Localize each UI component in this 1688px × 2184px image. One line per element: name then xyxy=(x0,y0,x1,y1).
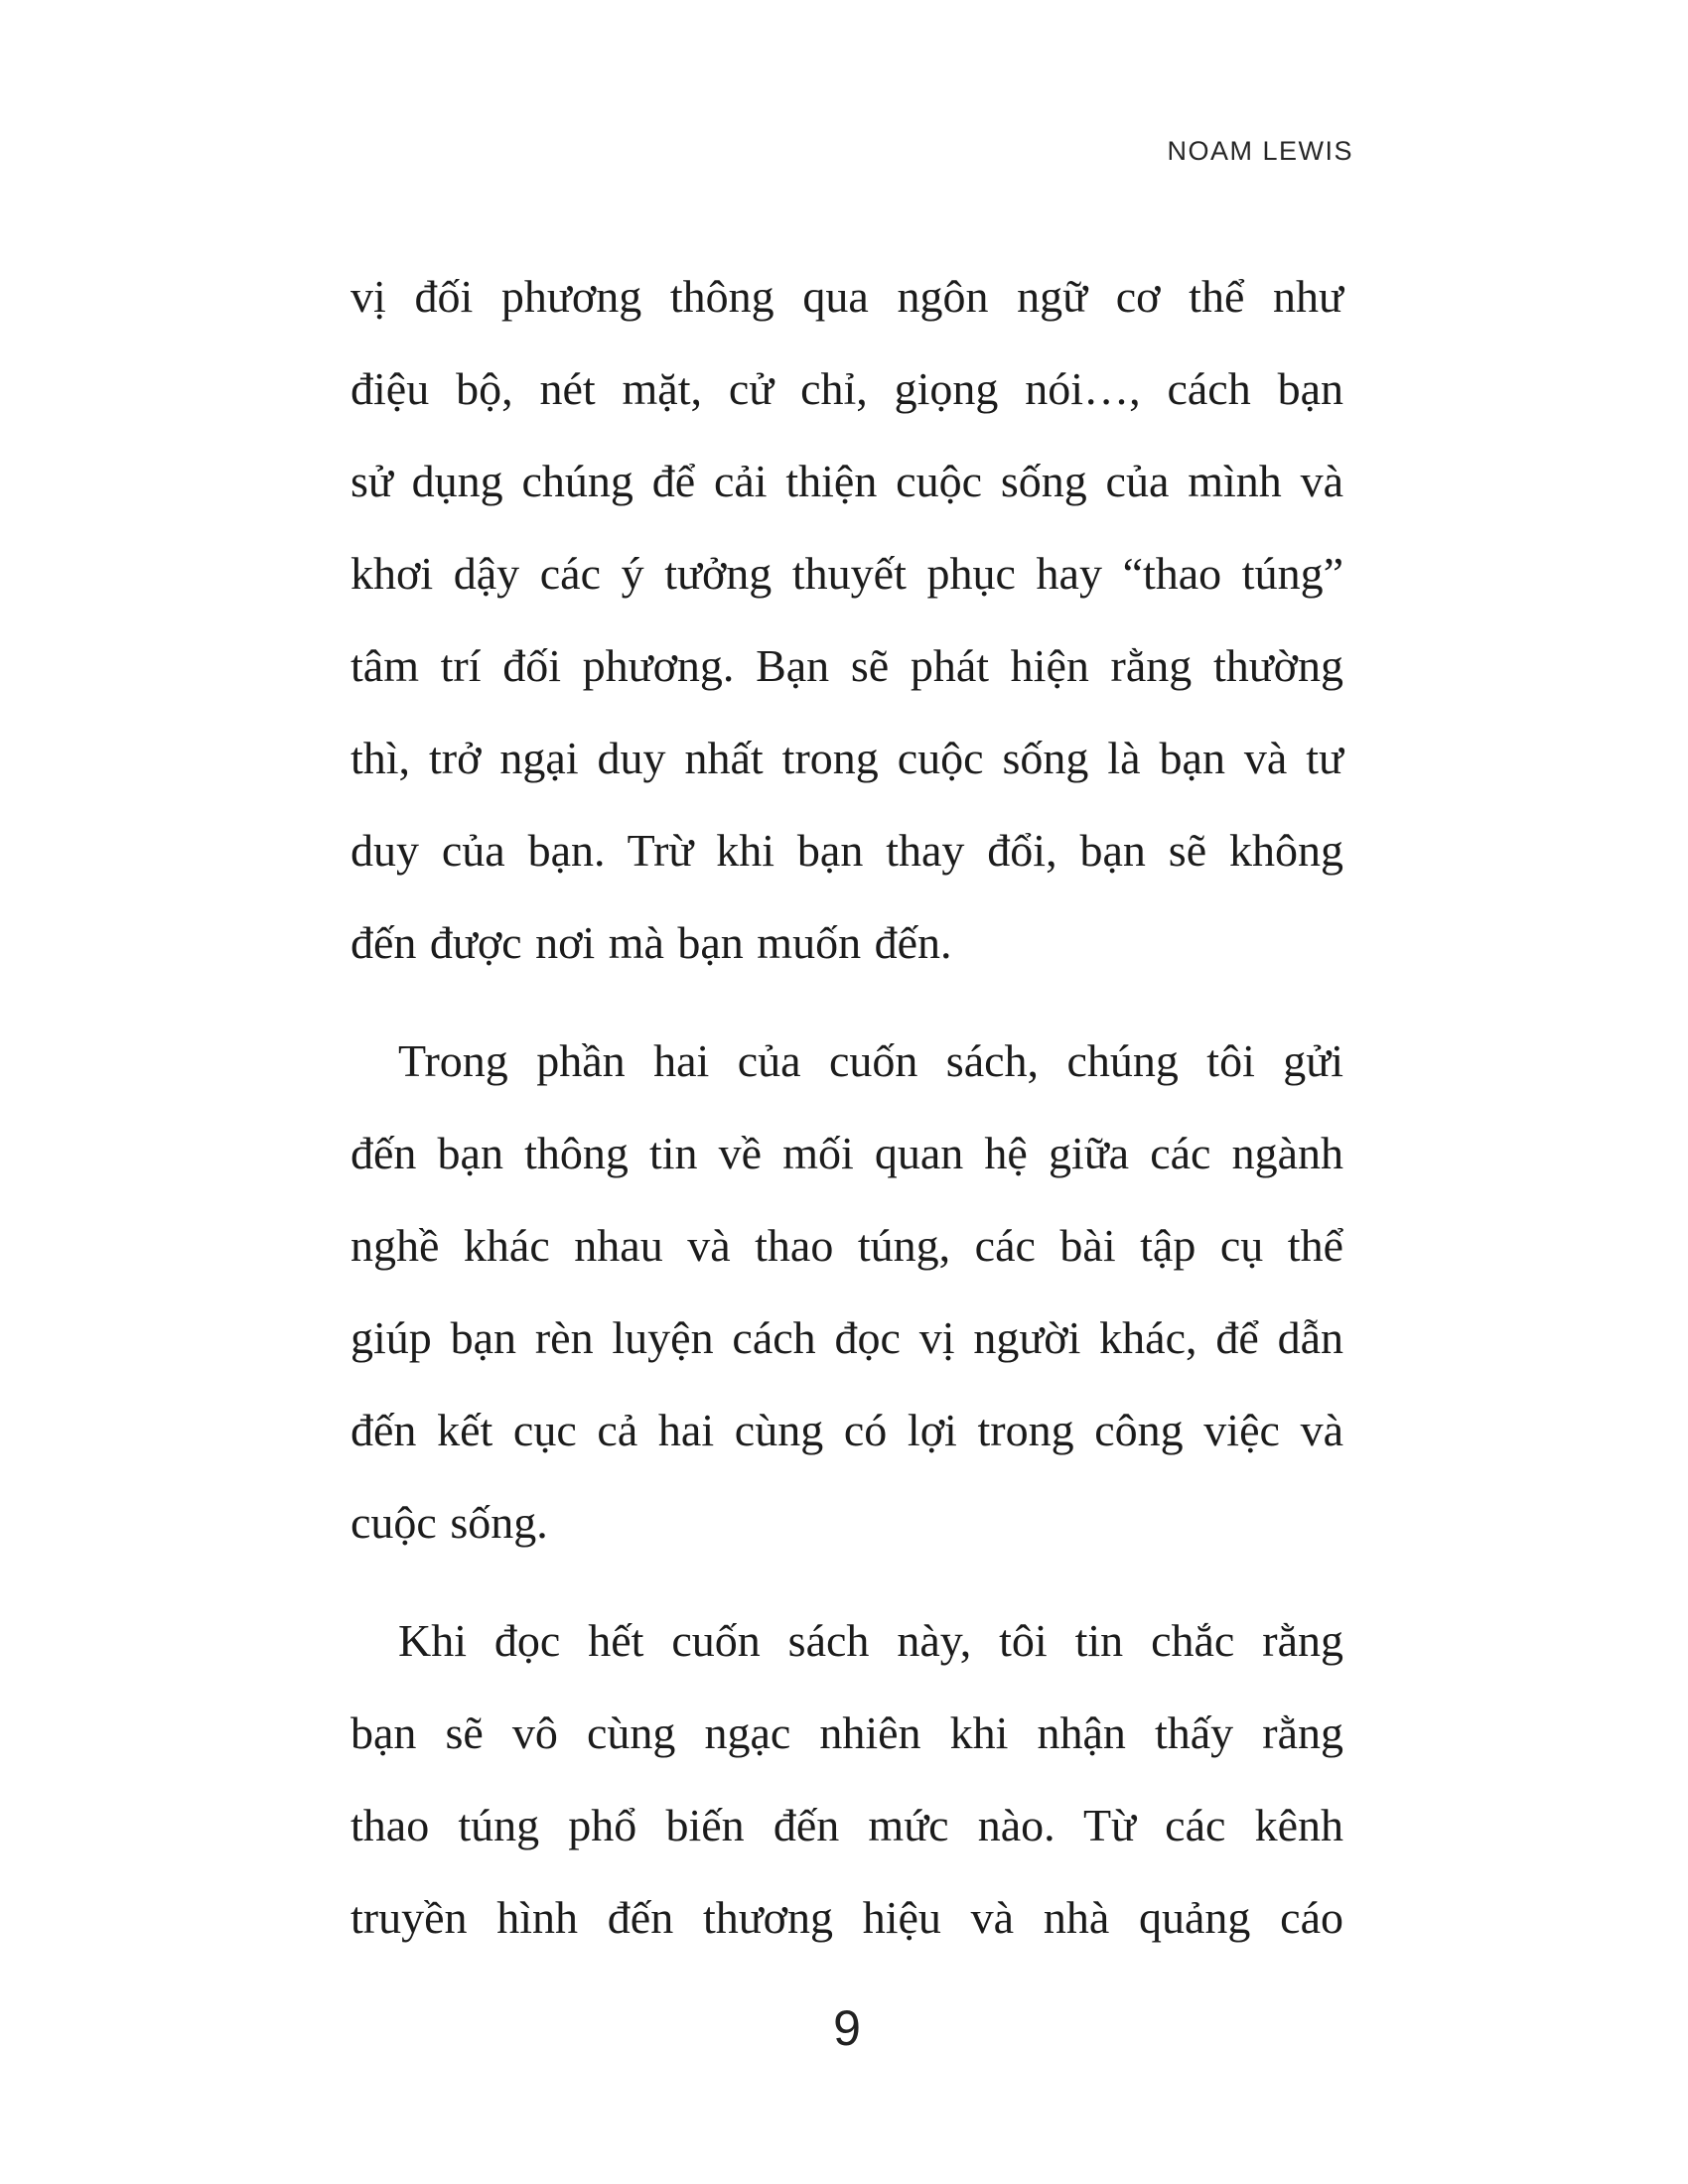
text-line: đến được nơi mà bạn muốn đến. xyxy=(351,917,952,968)
text-line: bạn sẽ vô cùng ngạc nhiên khi nhận thấy rằng xyxy=(351,1707,1343,1758)
page-number: 9 xyxy=(833,2000,861,2056)
text-line: nghề khác nhau và thao túng, các bài tập cụ thể xyxy=(351,1220,1343,1271)
author-name: NOAM LEWIS xyxy=(1167,136,1353,166)
text-line: cuộc sống. xyxy=(351,1497,548,1548)
paragraph xyxy=(351,250,1343,989)
text-line: khơi dậy các ý tưởng thuyết phục hay “thao túng” xyxy=(351,548,1343,599)
text-line: duy của bạn. Trừ khi bạn thay đổi, bạn sẽ không xyxy=(351,825,1343,876)
text-line: đến bạn thông tin về mối quan hệ giữa các ngành xyxy=(351,1128,1343,1178)
text-line: giúp bạn rèn luyện cách đọc vị người khác, để dẫn xyxy=(351,1312,1343,1363)
text-line: thao túng phổ biến đến mức nào. Từ các kênh xyxy=(351,1800,1343,1850)
running-header xyxy=(1167,138,1353,165)
text-line: Trong phần hai của cuốn sách, chúng tôi gửi xyxy=(398,1035,1343,1086)
text-line: truyền hình đến thương hiệu và nhà quảng cáo xyxy=(351,1892,1343,1943)
text-line: điệu bộ, nét mặt, cử chỉ, giọng nói…, cách bạn xyxy=(351,363,1343,414)
paragraph xyxy=(351,1015,1343,1569)
text-line: tâm trí đối phương. Bạn sẽ phát hiện rằng thường xyxy=(351,640,1343,691)
text-line: sử dụng chúng để cải thiện cuộc sống của mình và xyxy=(351,456,1343,506)
text-line: đến kết cục cả hai cùng có lợi trong công việc và xyxy=(351,1405,1343,1455)
paragraph xyxy=(351,1594,1343,1964)
body-text xyxy=(351,250,1343,1964)
text-line: vị đối phương thông qua ngôn ngữ cơ thể như xyxy=(351,271,1343,322)
text-line: thì, trở ngại duy nhất trong cuộc sống là bạn và tư xyxy=(351,733,1343,783)
text-line: Khi đọc hết cuốn sách này, tôi tin chắc rằng xyxy=(398,1615,1343,1666)
